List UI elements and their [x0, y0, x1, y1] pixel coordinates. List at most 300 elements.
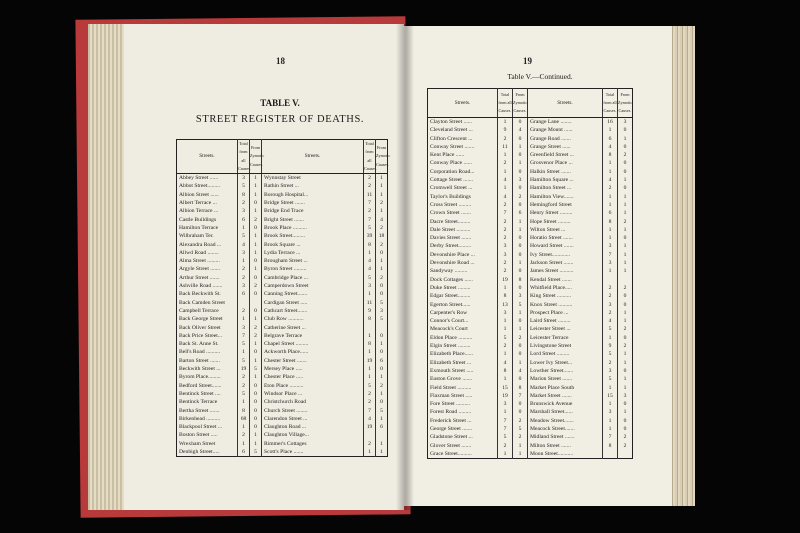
total-deaths: 19 [498, 276, 513, 284]
street-name: James Street .......... [528, 267, 603, 275]
zymotic-deaths: 0 [250, 415, 262, 423]
street-name: Midland Street ....... [528, 433, 603, 441]
total-deaths: 11 [498, 143, 513, 151]
total-deaths: 19 [238, 365, 250, 373]
street-name: Wynnstay Street [262, 174, 364, 183]
street-name: Greenfield Street ... [528, 151, 603, 159]
street-name: Hamilton Street ... [528, 184, 603, 192]
total-deaths: 1 [603, 226, 618, 234]
total-deaths: 7 [498, 425, 513, 433]
street-name: Jackson Street ....... [528, 259, 603, 267]
right-page-number: 19 [523, 56, 532, 66]
street-name: Conway Street ....... [430, 143, 475, 150]
street-name: Moon Street........... [528, 450, 603, 459]
zymotic-deaths: 1 [513, 159, 528, 167]
total-deaths: 7 [603, 251, 618, 259]
zymotic-deaths: 1 [513, 259, 528, 267]
total-deaths: 1 [238, 440, 250, 448]
total-deaths: 2 [498, 342, 513, 350]
zymotic-deaths: 0 [376, 348, 388, 356]
zymotic-deaths: 0 [250, 398, 262, 406]
zymotic-deaths: 1 [618, 359, 633, 367]
total-deaths: 3 [238, 324, 250, 332]
total-deaths: 2 [498, 218, 513, 226]
street-name: Abbot Street......... [179, 183, 221, 190]
zymotic-deaths: 1 [513, 218, 528, 226]
total-deaths: 1 [498, 118, 513, 127]
zymotic-deaths: 0 [618, 400, 633, 408]
zymotic-deaths: 0 [513, 118, 528, 127]
street-name: Lydia Terrace ... [262, 249, 364, 257]
total-deaths: 7 [238, 332, 250, 340]
zymotic-deaths: 1 [618, 251, 633, 259]
zymotic-deaths: 2 [376, 241, 388, 249]
total-deaths: 1 [498, 408, 513, 416]
street-name: Forest Road ......... [430, 409, 472, 416]
total-deaths: 5 [498, 334, 513, 342]
zymotic-deaths: 5 [250, 448, 262, 457]
total-deaths: 4 [603, 176, 618, 184]
zymotic-deaths: 2 [618, 325, 633, 333]
zymotic-deaths: 0 [513, 234, 528, 242]
zymotic-deaths: 0 [250, 307, 262, 315]
table-row [428, 392, 633, 400]
table-row [428, 417, 633, 425]
zymotic-deaths: 2 [618, 218, 633, 226]
street-name: Cromwell Street ... [430, 185, 473, 192]
total-deaths: 2 [603, 309, 618, 317]
table-row [428, 342, 633, 350]
zymotic-deaths: 0 [618, 334, 633, 342]
zymotic-deaths: 0 [513, 251, 528, 259]
total-deaths: 2 [498, 159, 513, 167]
table-row [177, 191, 388, 199]
street-name: Henry Street ......... [528, 209, 603, 217]
zymotic-deaths: 1 [618, 267, 633, 275]
total-deaths: 4 [364, 415, 376, 423]
zymotic-deaths: 1 [376, 257, 388, 265]
total-deaths: 4 [498, 359, 513, 367]
street-name: Bentinck Terrace [179, 399, 218, 406]
left-table-header-row [177, 140, 388, 174]
street-name: Glover Street ....... [430, 442, 472, 449]
street-name: Mersey Place ..... [262, 365, 364, 373]
total-deaths: 6 [603, 209, 618, 217]
street-name: Grange Mount ...... [528, 126, 603, 134]
zymotic-deaths: 0 [513, 317, 528, 325]
total-deaths: 2 [498, 201, 513, 209]
total-deaths: 2 [498, 226, 513, 234]
zymotic-deaths: 2 [513, 417, 528, 425]
table-row [177, 382, 388, 390]
zymotic-deaths: 1 [618, 375, 633, 383]
street-name: Crown Street ....... [430, 210, 471, 217]
zymotic-deaths: 3 [376, 307, 388, 315]
zymotic-deaths: 2 [513, 433, 528, 441]
total-deaths: 1 [238, 348, 250, 356]
table-row [428, 433, 633, 441]
street-name: Leicester Terrace [528, 334, 603, 342]
zymotic-deaths: 6 [513, 209, 528, 217]
street-name: Albert Terrace ... [179, 200, 217, 207]
street-name: Wilbraham Ter. [179, 233, 214, 240]
zymotic-deaths: 1 [618, 350, 633, 358]
total-deaths [364, 431, 376, 439]
zymotic-deaths: 1 [250, 315, 262, 323]
zymotic-deaths: 0 [250, 257, 262, 265]
total-deaths: 5 [238, 340, 250, 348]
total-deaths: 4 [364, 265, 376, 273]
street-name: Dock Cottages ...... [430, 276, 473, 283]
total-deaths: 5 [603, 350, 618, 358]
zymotic-deaths: 1 [376, 191, 388, 199]
total-deaths: 1 [603, 267, 618, 275]
zymotic-deaths: 1 [250, 241, 262, 249]
street-name: Cross Street ......... [430, 201, 472, 208]
street-name: Camperdown Street [262, 282, 364, 290]
table-row [177, 440, 388, 448]
total-deaths: 3 [238, 174, 250, 183]
left-header-streets-2: Streets. [262, 140, 364, 174]
street-name: Market Place South [528, 384, 603, 392]
street-name: Brook Square ... [262, 241, 364, 249]
table-row [177, 315, 388, 323]
total-deaths: 2 [603, 359, 618, 367]
table-row [428, 159, 633, 167]
street-name: Scott's Place ....... [262, 448, 364, 457]
zymotic-deaths: 8 [513, 384, 528, 392]
total-deaths: 8 [603, 218, 618, 226]
street-name: Lower Ivy Street... [528, 359, 603, 367]
total-deaths: 1 [498, 151, 513, 159]
table-row [428, 375, 633, 383]
zymotic-deaths: 1 [376, 207, 388, 215]
total-deaths: 2 [498, 442, 513, 450]
table-row [177, 207, 388, 215]
street-name: Bright Street ....... [262, 216, 364, 224]
street-name: Church Street ........ [262, 407, 364, 415]
street-name: Cleveland Street ... [430, 127, 473, 134]
zymotic-deaths: 1 [376, 265, 388, 273]
total-deaths: 4 [238, 241, 250, 249]
total-deaths: 7 [364, 216, 376, 224]
total-deaths: 3 [603, 301, 618, 309]
zymotic-deaths: 5 [513, 425, 528, 433]
total-deaths: 15 [498, 384, 513, 392]
street-name: Grange Road ....... [528, 135, 603, 143]
table-row [177, 307, 388, 315]
total-deaths: 2 [364, 390, 376, 398]
total-deaths: 2 [238, 265, 250, 273]
zymotic-deaths: 1 [513, 226, 528, 234]
total-deaths: 1 [364, 373, 376, 381]
right-table-title: Table V.—Continued. [507, 72, 573, 81]
total-deaths: 8 [238, 407, 250, 415]
street-name: Fore Street .......... [430, 401, 471, 408]
street-name: Arthur Street ....... [179, 274, 220, 281]
zymotic-deaths: 0 [513, 284, 528, 292]
zymotic-deaths [376, 324, 388, 332]
street-name: Bentinck Street .... [179, 390, 221, 397]
total-deaths: 2 [238, 431, 250, 439]
zymotic-deaths: 0 [376, 365, 388, 373]
total-deaths: 1 [364, 249, 376, 257]
zymotic-deaths: 2 [618, 284, 633, 292]
zymotic-deaths: 1 [250, 340, 262, 348]
street-name: Back George Street [179, 316, 223, 323]
table-row [428, 301, 633, 309]
total-deaths: 1 [364, 290, 376, 298]
total-deaths: 19 [364, 423, 376, 431]
total-deaths: 16 [603, 118, 618, 127]
table-row [428, 218, 633, 226]
street-name: Bridge End Trace [262, 207, 364, 215]
total-deaths: 2 [603, 284, 618, 292]
table-row [177, 174, 388, 183]
left-table-title: TABLE V. [260, 98, 300, 108]
street-name: Lord Street ......... [528, 350, 603, 358]
zymotic-deaths: 1 [250, 249, 262, 257]
street-name: Chapel Street ......... [262, 340, 364, 348]
street-name: Marshall Street...... [528, 408, 603, 416]
street-name: Allwd Road ........ [179, 249, 219, 256]
street-name: Back Price Street... [179, 332, 223, 339]
street-name: Back Oliver Street [179, 324, 221, 331]
zymotic-deaths: 1 [250, 440, 262, 448]
table-row [177, 365, 388, 373]
street-name: Grosvenor Place ... [528, 159, 603, 167]
total-deaths: 13 [498, 301, 513, 309]
total-deaths: 1 [364, 365, 376, 373]
table-row [177, 282, 388, 290]
street-name: Cardigan Street ..... [262, 299, 364, 307]
zymotic-deaths: 1 [376, 390, 388, 398]
zymotic-deaths [618, 276, 633, 284]
table-row [428, 359, 633, 367]
total-deaths [603, 450, 618, 459]
zymotic-deaths: 2 [513, 193, 528, 201]
zymotic-deaths: 2 [618, 442, 633, 450]
street-name: Meadow Street....... [528, 417, 603, 425]
zymotic-deaths: 1 [618, 384, 633, 392]
total-deaths: 2 [238, 274, 250, 282]
total-deaths: 1 [498, 168, 513, 176]
zymotic-deaths: 1 [250, 182, 262, 190]
zymotic-deaths: 1 [376, 340, 388, 348]
street-name: Blackpool Street ... [179, 424, 223, 431]
table-row [428, 367, 633, 375]
street-name: Ashville Road ....... [179, 283, 223, 290]
street-name: Ackworth Place...... [262, 348, 364, 356]
left-table-subtitle: STREET REGISTER OF DEATHS. [195, 114, 365, 125]
zymotic-deaths: 0 [250, 290, 262, 298]
total-deaths: 6 [238, 290, 250, 298]
zymotic-deaths: 0 [250, 407, 262, 415]
table-row [428, 350, 633, 358]
zymotic-deaths: 2 [513, 334, 528, 342]
table-row [428, 442, 633, 450]
zymotic-deaths: 0 [376, 282, 388, 290]
left-header-total-2: Total from all Causes. [364, 140, 376, 174]
zymotic-deaths: 0 [618, 292, 633, 300]
total-deaths: 1 [498, 450, 513, 459]
street-name: Hamilton Square ... [528, 176, 603, 184]
street-name: Carpenter's Row [430, 309, 468, 316]
table-row [428, 259, 633, 267]
table-row [177, 332, 388, 340]
zymotic-deaths: 3 [618, 118, 633, 127]
zymotic-deaths: 0 [250, 199, 262, 207]
table-row [428, 317, 633, 325]
total-deaths: 2 [603, 292, 618, 300]
table-row [428, 151, 633, 159]
street-name: Clifton Crescent ... [430, 135, 473, 142]
table-row [428, 234, 633, 242]
total-deaths: 6 [238, 448, 250, 457]
total-deaths: 2 [364, 174, 376, 183]
zymotic-deaths: 3 [618, 392, 633, 400]
zymotic-deaths: 0 [513, 184, 528, 192]
right-header-zymotic: From Zymotic Causes. [513, 89, 528, 118]
total-deaths: 3 [603, 259, 618, 267]
street-name: Christchurch Road [262, 398, 364, 406]
zymotic-deaths: 1 [618, 193, 633, 201]
street-name: Sandyway ......... [430, 268, 468, 275]
zymotic-deaths: 0 [513, 201, 528, 209]
street-name: King Street .......... [528, 292, 603, 300]
table-row [177, 431, 388, 439]
zymotic-deaths: 0 [618, 126, 633, 134]
zymotic-deaths: 1 [513, 143, 528, 151]
street-name: Derby Street......... [430, 243, 472, 250]
zymotic-deaths: 0 [250, 274, 262, 282]
total-deaths: 1 [238, 257, 250, 265]
street-name: Brook Street......... [262, 232, 364, 240]
right-header-zymotic-2: From Zymotic Causes. [618, 89, 633, 118]
total-deaths: 6 [603, 135, 618, 143]
total-deaths: 4 [603, 317, 618, 325]
zymotic-deaths: 0 [618, 301, 633, 309]
total-deaths: 2 [364, 398, 376, 406]
zymotic-deaths: 1 [618, 317, 633, 325]
total-deaths: 1 [364, 348, 376, 356]
street-name: Elizabeth Street ... [430, 359, 472, 366]
street-name: Cambridge Place ... [262, 274, 364, 282]
total-deaths: 8 [364, 241, 376, 249]
street-name: Grace Street.......... [430, 450, 472, 457]
street-name: Kent Place ...... [430, 152, 465, 159]
street-name: Alma Street ......... [179, 258, 220, 265]
zymotic-deaths: 2 [618, 342, 633, 350]
zymotic-deaths: 3 [513, 292, 528, 300]
table-row [428, 168, 633, 176]
street-name: Barton Street ....... [179, 357, 220, 364]
total-deaths: 9 [603, 342, 618, 350]
total-deaths: 1 [603, 384, 618, 392]
zymotic-deaths: 5 [250, 365, 262, 373]
zymotic-deaths: 0 [250, 224, 262, 232]
zymotic-deaths: 2 [250, 216, 262, 224]
zymotic-deaths: 1 [250, 265, 262, 273]
zymotic-deaths: 0 [250, 348, 262, 356]
zymotic-deaths: 1 [250, 207, 262, 215]
table-row [177, 390, 388, 398]
total-deaths: 3 [603, 242, 618, 250]
zymotic-deaths: 2 [250, 282, 262, 290]
total-deaths [238, 299, 250, 307]
street-name: Ivy Street............. [528, 251, 603, 259]
table-row [177, 257, 388, 265]
total-deaths: 5 [603, 375, 618, 383]
zymotic-deaths: 0 [376, 290, 388, 298]
zymotic-deaths: 1 [250, 191, 262, 199]
zymotic-deaths: 7 [513, 392, 528, 400]
total-deaths: 1 [498, 284, 513, 292]
zymotic-deaths: 1 [513, 442, 528, 450]
total-deaths: 1 [603, 334, 618, 342]
total-deaths: 19 [498, 392, 513, 400]
street-name: Connor's Court... [430, 318, 469, 325]
table-row [428, 400, 633, 408]
zymotic-deaths: 0 [250, 423, 262, 431]
total-deaths: 7 [498, 417, 513, 425]
total-deaths: 1 [603, 126, 618, 134]
total-deaths: 3 [238, 207, 250, 215]
total-deaths: 3 [238, 249, 250, 257]
street-name: Hamilton Terrace [179, 224, 219, 231]
street-name: Back St. Anne St. [179, 341, 219, 348]
street-name: Conway Place ...... [430, 160, 472, 167]
street-name: Grange Street ...... [528, 143, 603, 151]
zymotic-deaths: 0 [618, 168, 633, 176]
street-name: Bertha Street ....... [179, 407, 220, 414]
zymotic-deaths: 5 [376, 315, 388, 323]
zymotic-deaths: 0 [250, 382, 262, 390]
street-name: Campbell Terrace [179, 307, 219, 314]
zymotic-deaths: 1 [250, 174, 262, 183]
zymotic-deaths: 0 [618, 367, 633, 375]
street-name: Elgin Street ......... [430, 343, 471, 350]
street-name: Brougham Street ... [262, 257, 364, 265]
total-deaths: 68 [238, 415, 250, 423]
total-deaths: 8 [364, 340, 376, 348]
street-name: Grange Lane ........ [528, 118, 603, 127]
zymotic-deaths [618, 450, 633, 459]
table-row [177, 299, 388, 307]
street-name: Albion Street ...... [179, 191, 219, 198]
street-name: Clayton Street ...... [430, 119, 472, 125]
street-name: Alexandra Road ... [179, 241, 222, 248]
street-name: Field Street .......... [430, 384, 472, 391]
table-row [177, 216, 388, 224]
zymotic-deaths: 1 [618, 176, 633, 184]
street-name: Meacock's Court [430, 326, 468, 333]
total-deaths: 5 [364, 274, 376, 282]
total-deaths: 5 [603, 325, 618, 333]
total-deaths: 1 [603, 201, 618, 209]
total-deaths: 3 [498, 251, 513, 259]
street-name: Duke Street ......... [430, 284, 471, 291]
zymotic-deaths: 0 [376, 249, 388, 257]
table-row [428, 209, 633, 217]
street-name: Taylor's Buildings [430, 193, 471, 200]
street-name: Wrexham Street [179, 440, 216, 447]
table-row [428, 226, 633, 234]
street-name: Milton Street ....... [528, 442, 603, 450]
total-deaths: 5 [364, 224, 376, 232]
table-row [177, 224, 388, 232]
street-name: Byrom Place......... [179, 374, 221, 381]
